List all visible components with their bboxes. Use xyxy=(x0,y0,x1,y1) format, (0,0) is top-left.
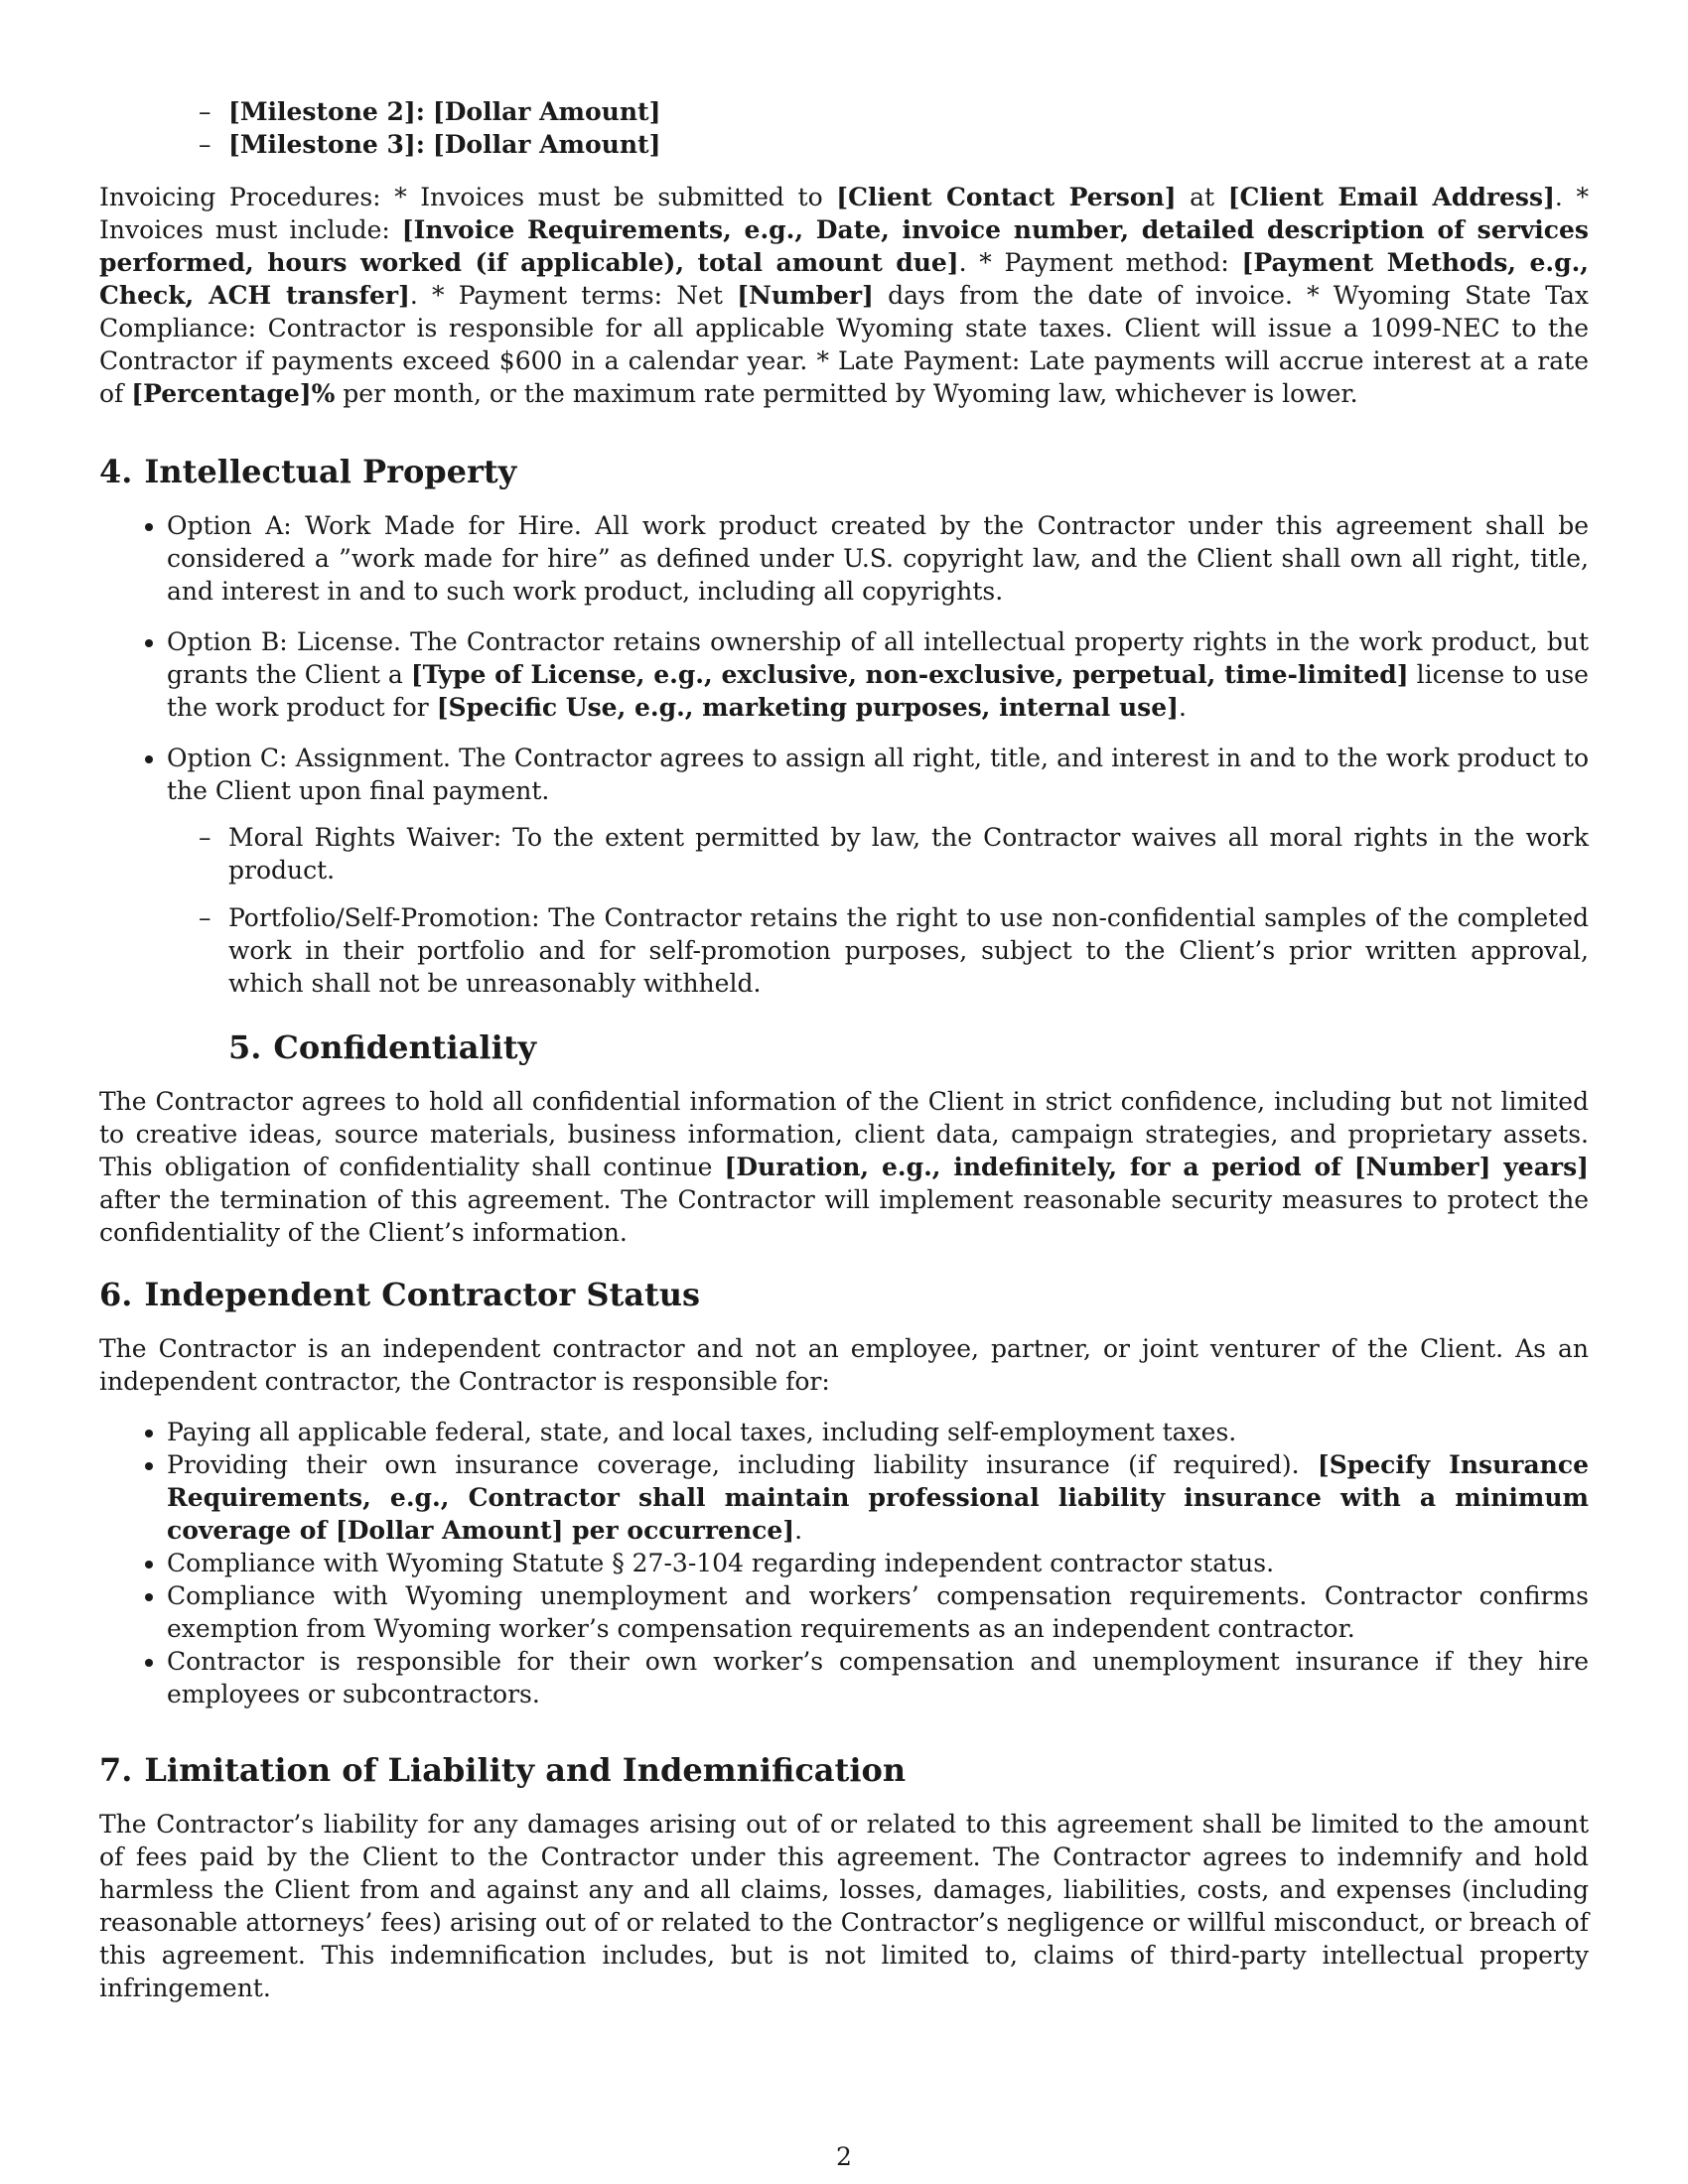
list-item: • Paying all applicable federal, state, and local taxes, including self-employment taxes. xyxy=(167,1416,1589,1448)
liability-paragraph: The Contractor’s liability for any damages arising out of or related to this agreement shall be limited to the amount of fees paid by the Client to the Contractor under this agreement. The Contractor agrees to indemnify and hold harmless the Client from and against any and all claims, losses, damages, liabilities, costs, and expenses (including reasonable attorneys’ fees) arising out of or related to the Contractor’s negligence or willful misconduct, or breach of this agreement. This indemnification includes, but is not limited to, claims of third-party intellectual property infringement. xyxy=(99,1810,1589,2002)
portfolio-item: – Portfolio/Self-Promotion: The Contractor retains the right to use non-confidential samples of the completed work in their portfolio and for self-promotion purposes, subject to the Client’s prior written approval, which shall not be unreasonably withheld. xyxy=(228,901,1589,1000)
ip-option-a: • Option A: Work Made for Hire. All work product created by the Contractor under this agreement shall be considered a ”work made for hire” as defined under U.S. copyright law, and the Client shall own all right, title, and interest in and to such work product, including all copyrights. xyxy=(167,509,1589,608)
section-heading-confidentiality: 5. Confidentiality xyxy=(228,1028,537,1066)
list-item: • Contractor is responsible for their own worker’s compensation and unemployment insurance if they hire employees or subcontractors. xyxy=(167,1645,1589,1710)
contractor-status-intro: The Contractor is an independent contractor and not an employee, partner, or joint venturer of the Client. As an independent contractor, the Contractor is responsible for: xyxy=(99,1334,1589,1396)
section-heading-intellectual-property: 4. Intellectual Property xyxy=(99,453,517,490)
confidentiality-paragraph: The Contractor agrees to hold all confidential information of the Client in strict confidence, including but not limited to creative ideas, source materials, business information, client data, campaign strategies, and proprietary assets. This obligation of confidentiality shall continue [Duration, e.g., indefinitely, for a period of [Number] years] after the termination of this agreement. The Contractor will implement reasonable security measures to protect the confidentiality of the Client’s information. xyxy=(99,1087,1589,1247)
section-heading-liability: 7. Limitation of Liability and Indemnification xyxy=(99,1751,907,1789)
document-page xyxy=(99,95,1589,2004)
milestone-item: – [Milestone 3]: [Dollar Amount] xyxy=(228,128,1589,161)
page-number: 2 xyxy=(836,2142,852,2171)
list-item: • Providing their own insurance coverage, including liability insurance (if required). [Specify Insurance Requirements, e.g., Contractor shall maintain professional liability insurance with a minimum coverage of [Dollar Amount] per occurrence]. xyxy=(167,1448,1589,1547)
ip-options-list xyxy=(99,509,1589,807)
section-heading-contractor-status: 6. Independent Contractor Status xyxy=(99,1276,701,1313)
milestone-list xyxy=(99,95,1589,161)
ip-option-c: • Option C: Assignment. The Contractor agrees to assign all right, title, and interest in and to the work product to the Client upon final payment. xyxy=(167,742,1589,807)
ip-sub-list xyxy=(99,821,1589,1000)
invoicing-paragraph: Invoicing Procedures: * Invoices must be submitted to [Client Contact Person] at [Client Email Address]. * Invoices must include: [Invoice Requirements, e.g., Date, invoice number, detailed description of services performed, hours worked (if applicable), total amount due]. * Payment method: [Payment Methods, e.g., Check, ACH transfer]. * Payment terms: Net [Number] days from the date of invoice. * Wyoming State Tax Compliance: Contractor is responsible for all applicable Wyoming state taxes. Client will issue a 1099-NEC to the Contractor if payments exceed $600 in a calendar year. * Late Payment: Late payments will accrue interest at a rate of [Percentage]% per month, or the maximum rate permitted by Wyoming law, whichever is lower. xyxy=(99,183,1589,408)
list-item: • Compliance with Wyoming Statute § 27-3-104 regarding independent contractor status. xyxy=(167,1547,1589,1579)
ip-option-b: • Option B: License. The Contractor retains ownership of all intellectual property rights in the work product, but grants the Client a [Type of License, e.g., exclusive, non-exclusive, perpetual, time-limited] license to use the work product for [Specific Use, e.g., marketing purposes, internal use]. xyxy=(167,625,1589,724)
moral-rights-item: – Moral Rights Waiver: To the extent permitted by law, the Contractor waives all moral rights in the work product. xyxy=(228,821,1589,887)
list-item: • Compliance with Wyoming unemployment and workers’ compensation requirements. Contractor confirms exemption from Wyoming worker’s compensation requirements as an independent contractor. xyxy=(167,1579,1589,1645)
contractor-responsibilities-list xyxy=(99,1416,1589,1710)
milestone-item: – [Milestone 2]: [Dollar Amount] xyxy=(228,95,1589,128)
